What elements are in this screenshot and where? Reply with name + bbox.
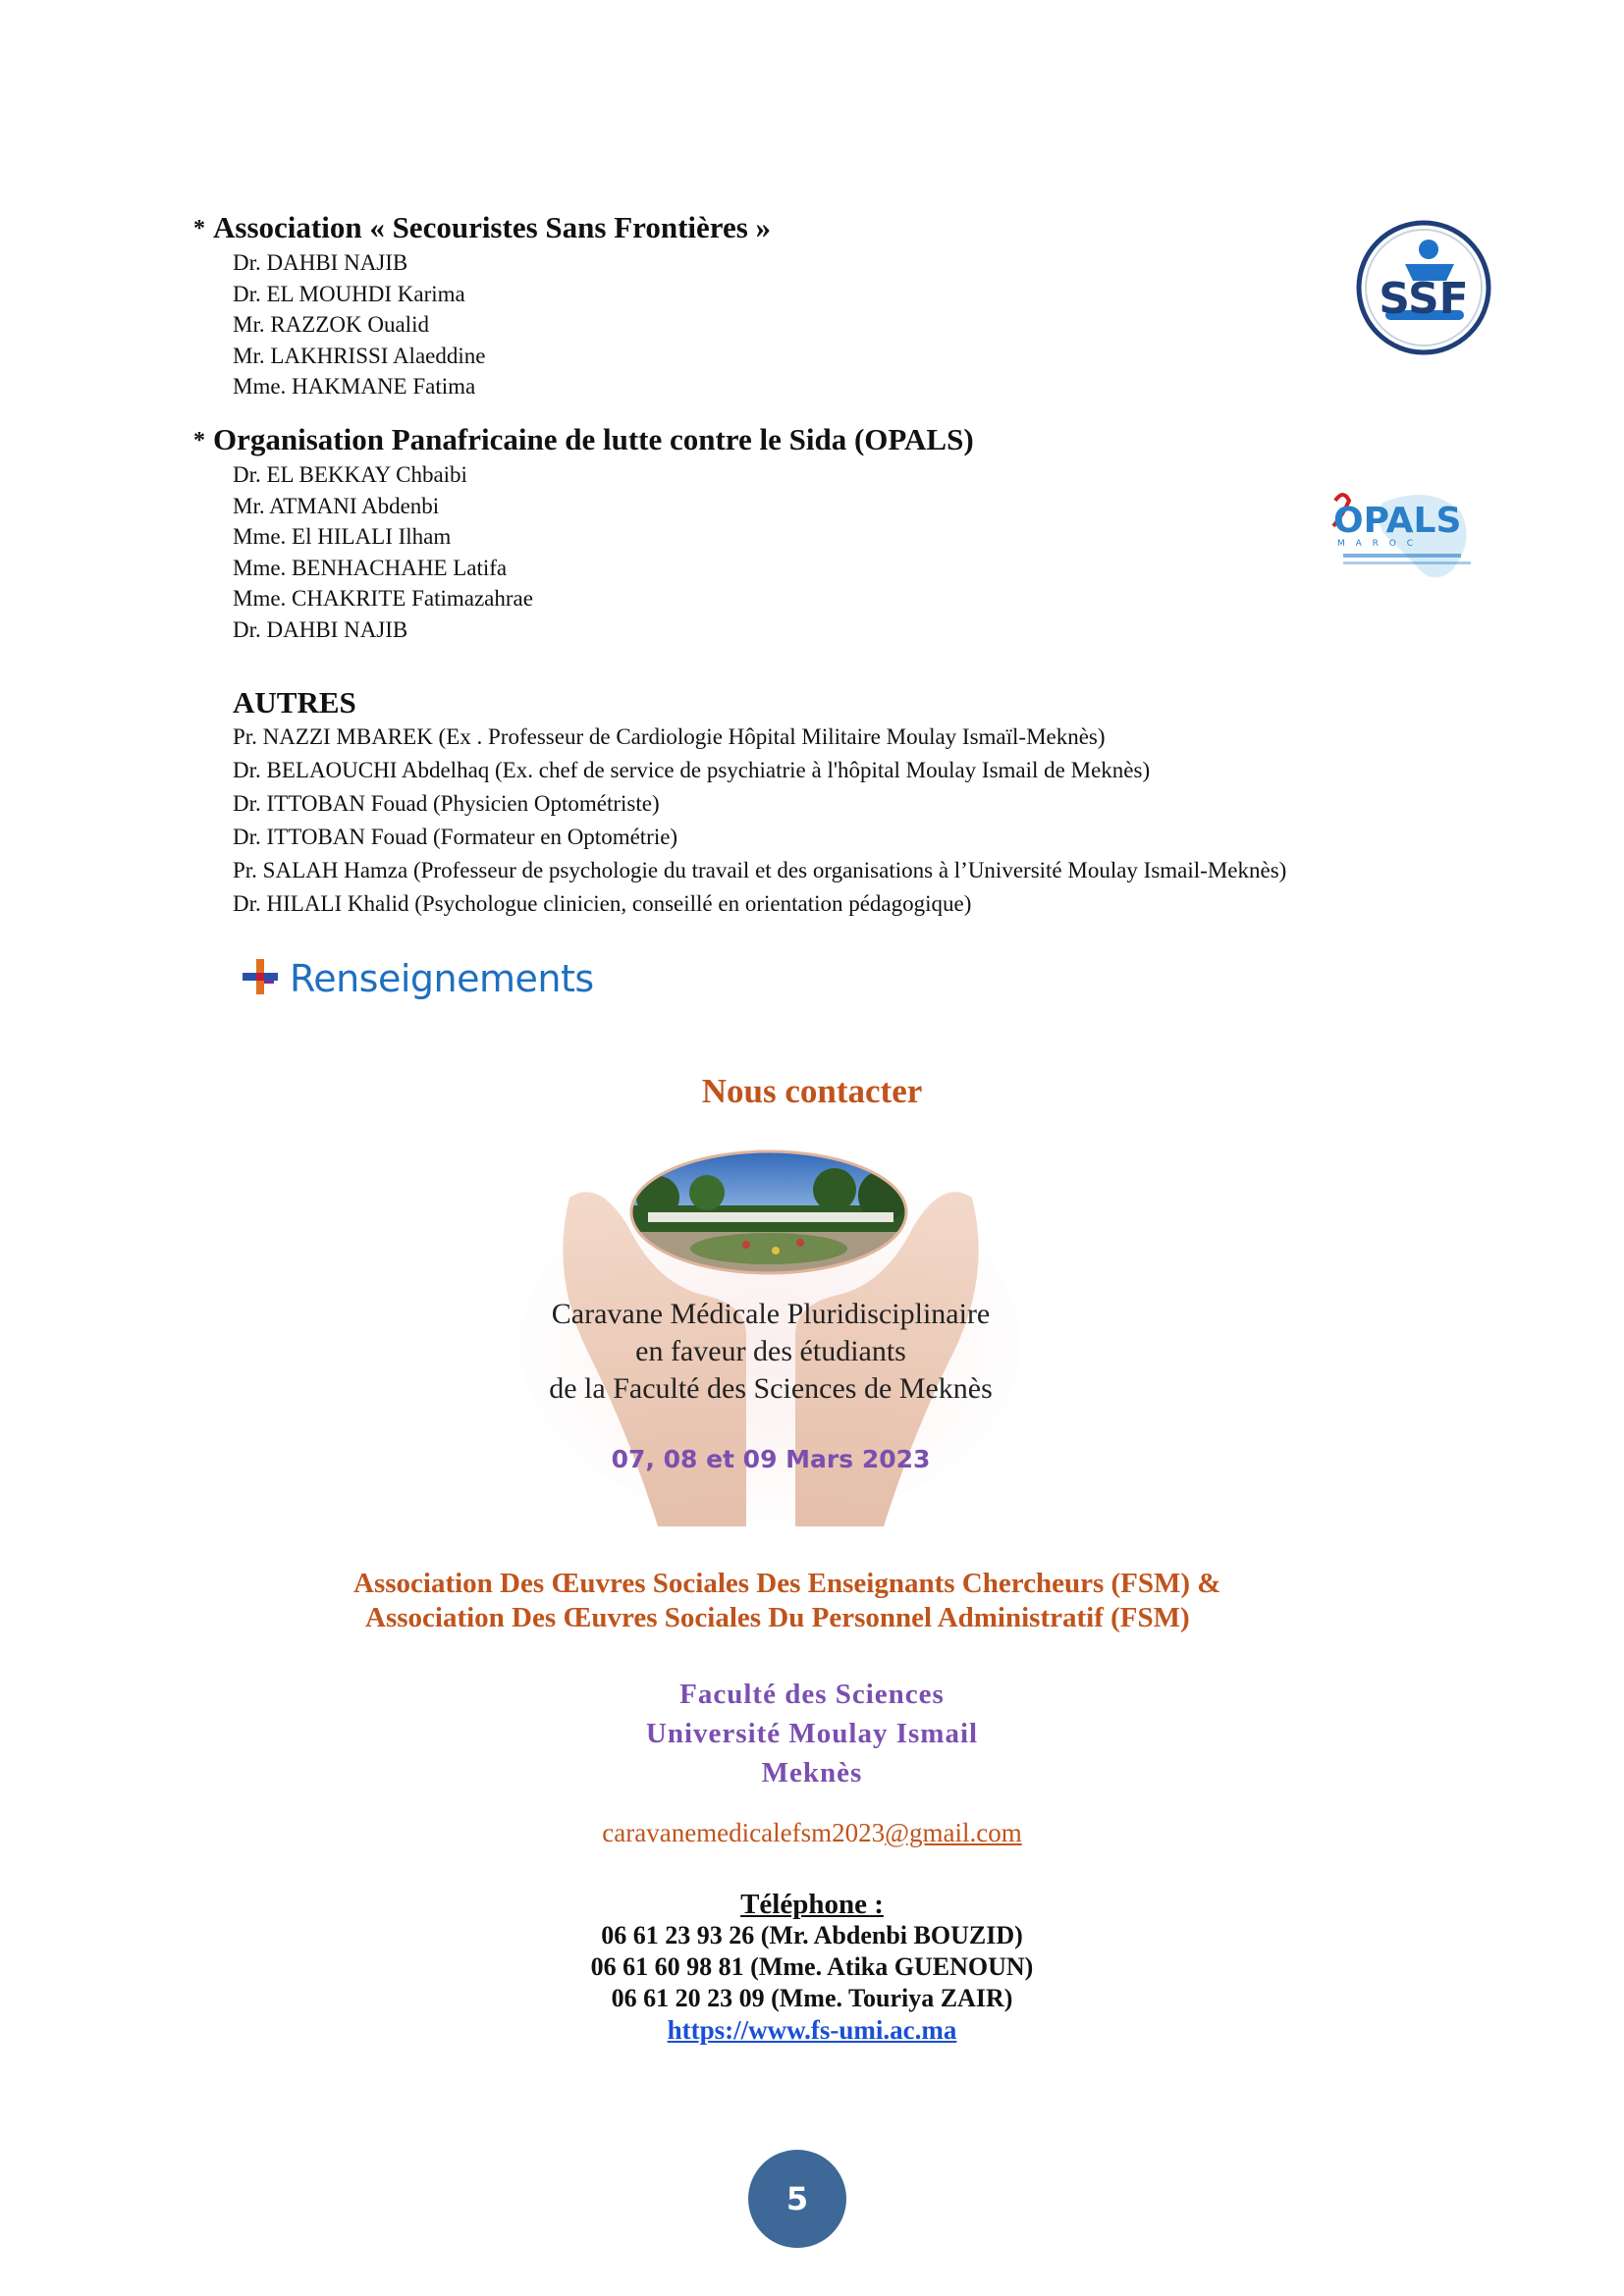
- autres-list: [233, 721, 1286, 921]
- faculty-block: [0, 1675, 1624, 1792]
- autres-item: Pr. NAZZI MBAREK (Ex . Professeur de Cardiologie Hôpital Militaire Moulay Ismaïl-Meknès): [233, 724, 1106, 749]
- autres-item: Dr. HILALI Khalid (Psychologue clinicien, conseillé en orientation pédagogique): [233, 891, 972, 916]
- member-item: Mr. LAKHRISSI Alaeddine: [233, 343, 486, 368]
- org-title-text: Organisation Panafricaine de lutte contre le Sida (OPALS): [213, 422, 974, 456]
- member-item: Mme. HAKMANE Fatima: [233, 374, 476, 399]
- ssf-logo: [1356, 220, 1491, 355]
- phone-item: 06 61 23 93 26 (Mr. Abdenbi BOUZID): [601, 1921, 1023, 1949]
- email-user: caravanemedicalefsm2023: [602, 1818, 886, 1847]
- org-title-opals: [193, 422, 974, 457]
- member-item: Mme. CHAKRITE Fatimazahrae: [233, 586, 533, 611]
- opals-logo-subtext: M A R O C: [1337, 539, 1417, 549]
- association-line: Association Des Œuvres Sociales Des Enseignants Chercheurs (FSM) &: [353, 1568, 1221, 1599]
- member-item: Dr. DAHBI NAJIB: [233, 250, 408, 275]
- autres-item: Dr. ITTOBAN Fouad (Formateur en Optométrie): [233, 825, 678, 849]
- website-link[interactable]: https://www.fs-umi.ac.ma: [667, 2015, 957, 2045]
- contact-title: Nous contacter: [701, 1072, 923, 1110]
- bullet-star: *: [193, 428, 205, 454]
- flyer-line: en faveur des étudiants: [635, 1335, 906, 1367]
- member-item: Mme. El HILALI Ilham: [233, 524, 452, 549]
- faculty-line: Faculté des Sciences: [679, 1679, 945, 1710]
- caravane-flyer: [511, 1139, 1031, 1526]
- opals-logo-text: OPALS: [1333, 501, 1462, 541]
- email-link[interactable]: [0, 1818, 1624, 1848]
- autres-title: AUTRES: [233, 685, 356, 720]
- faculty-line: Meknès: [761, 1757, 863, 1789]
- member-item: Dr. EL MOUHDI Karima: [233, 281, 465, 306]
- phone-item: 06 61 20 23 09 (Mme. Touriya ZAIR): [611, 1984, 1013, 2012]
- phone-item: 06 61 60 98 81 (Mme. Atika GUENOUN): [590, 1952, 1034, 1981]
- page-number-badge: 5: [748, 2150, 846, 2248]
- flyer-date: 07, 08 et 09 Mars 2023: [611, 1445, 931, 1473]
- autres-item: Dr. ITTOBAN Fouad (Physicien Optométriste): [233, 791, 660, 816]
- member-item: Dr. DAHBI NAJIB: [233, 616, 408, 642]
- phone-list: [0, 1920, 1624, 2046]
- flyer-text: [511, 1296, 1031, 1408]
- member-list-ssf: [233, 247, 485, 402]
- org-title-ssf: [193, 210, 771, 245]
- section-heading: [241, 954, 594, 1003]
- email-domain: @gmail.com: [885, 1818, 1022, 1847]
- phone-title: Téléphone :: [740, 1889, 884, 1920]
- section-heading-label: Renseignements: [290, 957, 594, 1000]
- faculty-line: Université Moulay Ismail: [645, 1718, 979, 1749]
- ssf-logo-text: SSF: [1379, 274, 1469, 324]
- association-line: Association Des Œuvres Sociales Du Personnel Administratif (FSM): [365, 1602, 1190, 1633]
- member-item: Mme. BENHACHAHE Latifa: [233, 555, 508, 580]
- autres-item: Pr. SALAH Hamza (Professeur de psychologie du travail et des organisations à l’Université Moulay Ismail-Meknès): [233, 858, 1287, 882]
- member-item: Mr. RAZZOK Oualid: [233, 312, 429, 337]
- bullet-star: *: [193, 216, 205, 241]
- member-list-opals: [233, 459, 533, 645]
- member-item: Mr. ATMANI Abdenbi: [233, 493, 440, 518]
- flyer-line: de la Faculté des Sciences de Meknès: [549, 1372, 993, 1405]
- member-item: Dr. EL BEKKAY Chbaibi: [233, 462, 467, 487]
- autres-item: Dr. BELAOUCHI Abdelhaq (Ex. chef de service de psychiatrie à l'hôpital Moulay Ismail de Meknès): [233, 758, 1151, 782]
- cross-bullet-icon: [241, 957, 280, 1001]
- flyer-line: Caravane Médicale Pluridisciplinaire: [551, 1298, 991, 1330]
- org-title-text: Association « Secouristes Sans Frontières »: [213, 210, 772, 244]
- opals-logo: [1324, 483, 1481, 591]
